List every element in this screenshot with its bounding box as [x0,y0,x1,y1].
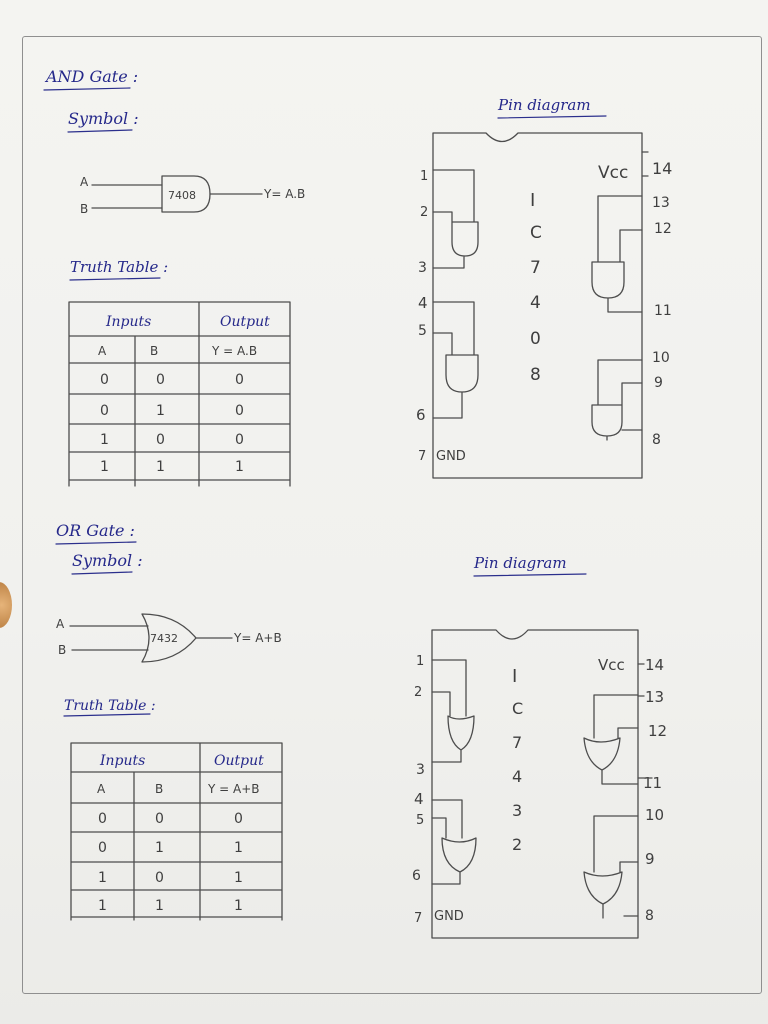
or-vcc: Vcc [598,656,625,674]
or-pin-left: 7 [414,911,423,926]
and-cell: 1 [156,403,165,419]
and-ic-7408-diagram [416,133,672,478]
and-cell: 0 [235,403,244,419]
and-heading: AND Gate : [46,67,139,86]
and-chip-letter: 4 [530,293,541,313]
and-cell: 0 [235,432,244,448]
or-output-label: Y= A+B [234,631,282,645]
and-tt-output: Output [220,314,270,330]
or-chip-letter: 3 [512,801,523,820]
and-heading-underline [44,88,130,90]
or-gate-symbol [56,614,282,662]
or-gate-3 [584,695,638,784]
and-ic-label: 7408 [168,189,196,202]
and-cell: 1 [235,459,244,475]
or-cell: 0 [98,840,107,856]
and-pin-left: 2 [420,205,429,220]
and-symbol-underline [68,130,132,132]
and-cell: 0 [156,372,165,388]
and-gate-symbol [80,175,305,216]
or-cell: 0 [98,811,107,827]
and-gate-3 [592,196,642,312]
and-pin-underline [498,116,606,118]
and-chip-letter: 8 [530,365,541,385]
or-cell: 0 [155,811,164,827]
or-gate-2 [432,800,476,884]
and-pin-left: 5 [418,323,427,339]
and-input-a-label: A [80,175,89,189]
and-chip-letter: 7 [530,258,541,278]
and-symbol-label: Symbol : [68,109,139,128]
and-gate-4 [592,360,642,440]
or-cell: 1 [234,870,243,886]
or-cell: 1 [234,840,243,856]
or-input-wires [70,626,148,650]
or-tt-col-b: B [155,782,164,796]
or-tt-col-y: Y = A+B [208,782,260,796]
and-pin-ticks [642,152,648,176]
or-tt-inputs: Inputs [100,753,146,769]
or-pin-right: 9 [645,850,655,868]
or-gate-4 [584,816,638,918]
and-tt-col-y: Y = A.B [212,344,258,358]
or-pin-underline [474,574,586,576]
and-pin-left: 7 [418,449,427,464]
or-pin-left: 5 [416,813,425,828]
or-pin-right: 14 [645,656,665,674]
or-chip-letter: 2 [512,835,523,854]
or-truth-underline [64,714,150,716]
and-pin-left: 3 [418,260,427,276]
or-chip-letter: I [512,666,518,687]
and-truth-table [69,302,290,486]
or-pin-left: 3 [416,762,425,778]
or-pin-right: 8 [645,908,654,924]
and-tt-col-b: B [150,344,159,358]
and-pin-right: 11 [654,303,672,319]
and-cell: 0 [100,403,109,419]
and-tt-inputs: Inputs [106,314,152,330]
and-truth-label: Truth Table : [70,258,169,276]
and-input-b-label: B [80,202,89,216]
or-chip-letter: 4 [512,767,523,786]
or-cell: 1 [98,898,107,914]
and-pin-left: 1 [420,169,429,184]
and-pin-left: 6 [416,406,426,424]
and-chip-letter: 0 [530,329,541,349]
and-pin-right: 8 [652,432,661,448]
or-input-a-label: A [56,617,65,631]
or-ic-7432-diagram [412,630,667,938]
and-gate-1 [433,170,478,268]
or-pin-left: 6 [412,868,421,884]
or-truth-label: Truth Table : [64,698,156,714]
and-chip-letter: C [530,223,542,243]
or-heading-underline [56,542,136,544]
or-cell: 1 [155,840,164,856]
or-pin-right: 12 [648,722,668,740]
and-pin-right: 12 [654,221,672,237]
or-pin-ticks [638,664,652,778]
or-pin-right: 10 [645,806,665,824]
and-cell: 0 [100,372,109,388]
and-truth-underline [70,278,160,280]
or-ic-label: 7432 [150,632,178,645]
and-pin-left: 4 [418,294,428,312]
and-chip-letter: I [530,190,536,211]
or-cell: 0 [155,870,164,886]
and-cell: 1 [100,459,109,475]
or-truth-table [71,743,282,920]
and-pin-right: 9 [654,375,663,391]
and-output-label: Y= A.B [264,187,306,201]
and-gnd: GND [436,449,466,464]
or-table-grid [71,743,282,920]
or-pin-right: 11 [643,774,663,792]
or-tt-col-a: A [97,782,106,796]
and-pin-right: 13 [652,195,670,211]
or-pin-title: Pin diagram [474,554,567,572]
or-symbol-label: Symbol : [72,551,143,570]
and-tt-col-a: A [98,344,107,358]
and-vcc: Vcc [598,163,629,183]
and-cell: 1 [156,459,165,475]
and-cell: 0 [156,432,165,448]
or-cell: 1 [155,898,164,914]
or-chip-letter: C [512,699,524,718]
or-symbol-underline [72,572,132,574]
or-cell: 1 [234,898,243,914]
and-pin-right: 10 [652,350,670,366]
and-cell: 1 [100,432,109,448]
or-cell: 1 [98,870,107,886]
and-pin-right: 14 [652,159,673,178]
and-gate-2 [433,302,478,418]
or-input-b-label: B [58,643,67,657]
and-cell: 0 [235,372,244,388]
and-input-wires [92,185,162,208]
or-tt-output: Output [214,753,264,769]
or-pin-left: 4 [414,790,424,808]
or-gnd: GND [434,909,464,924]
or-cell: 0 [234,811,243,827]
or-pin-left: 1 [416,654,425,669]
or-chip-letter: 7 [512,733,523,752]
or-pin-right: 13 [645,688,665,706]
or-pin-left: 2 [414,685,423,700]
or-gate-1 [432,660,474,762]
or-heading: OR Gate : [56,521,135,540]
and-pin-title: Pin diagram [498,96,591,114]
